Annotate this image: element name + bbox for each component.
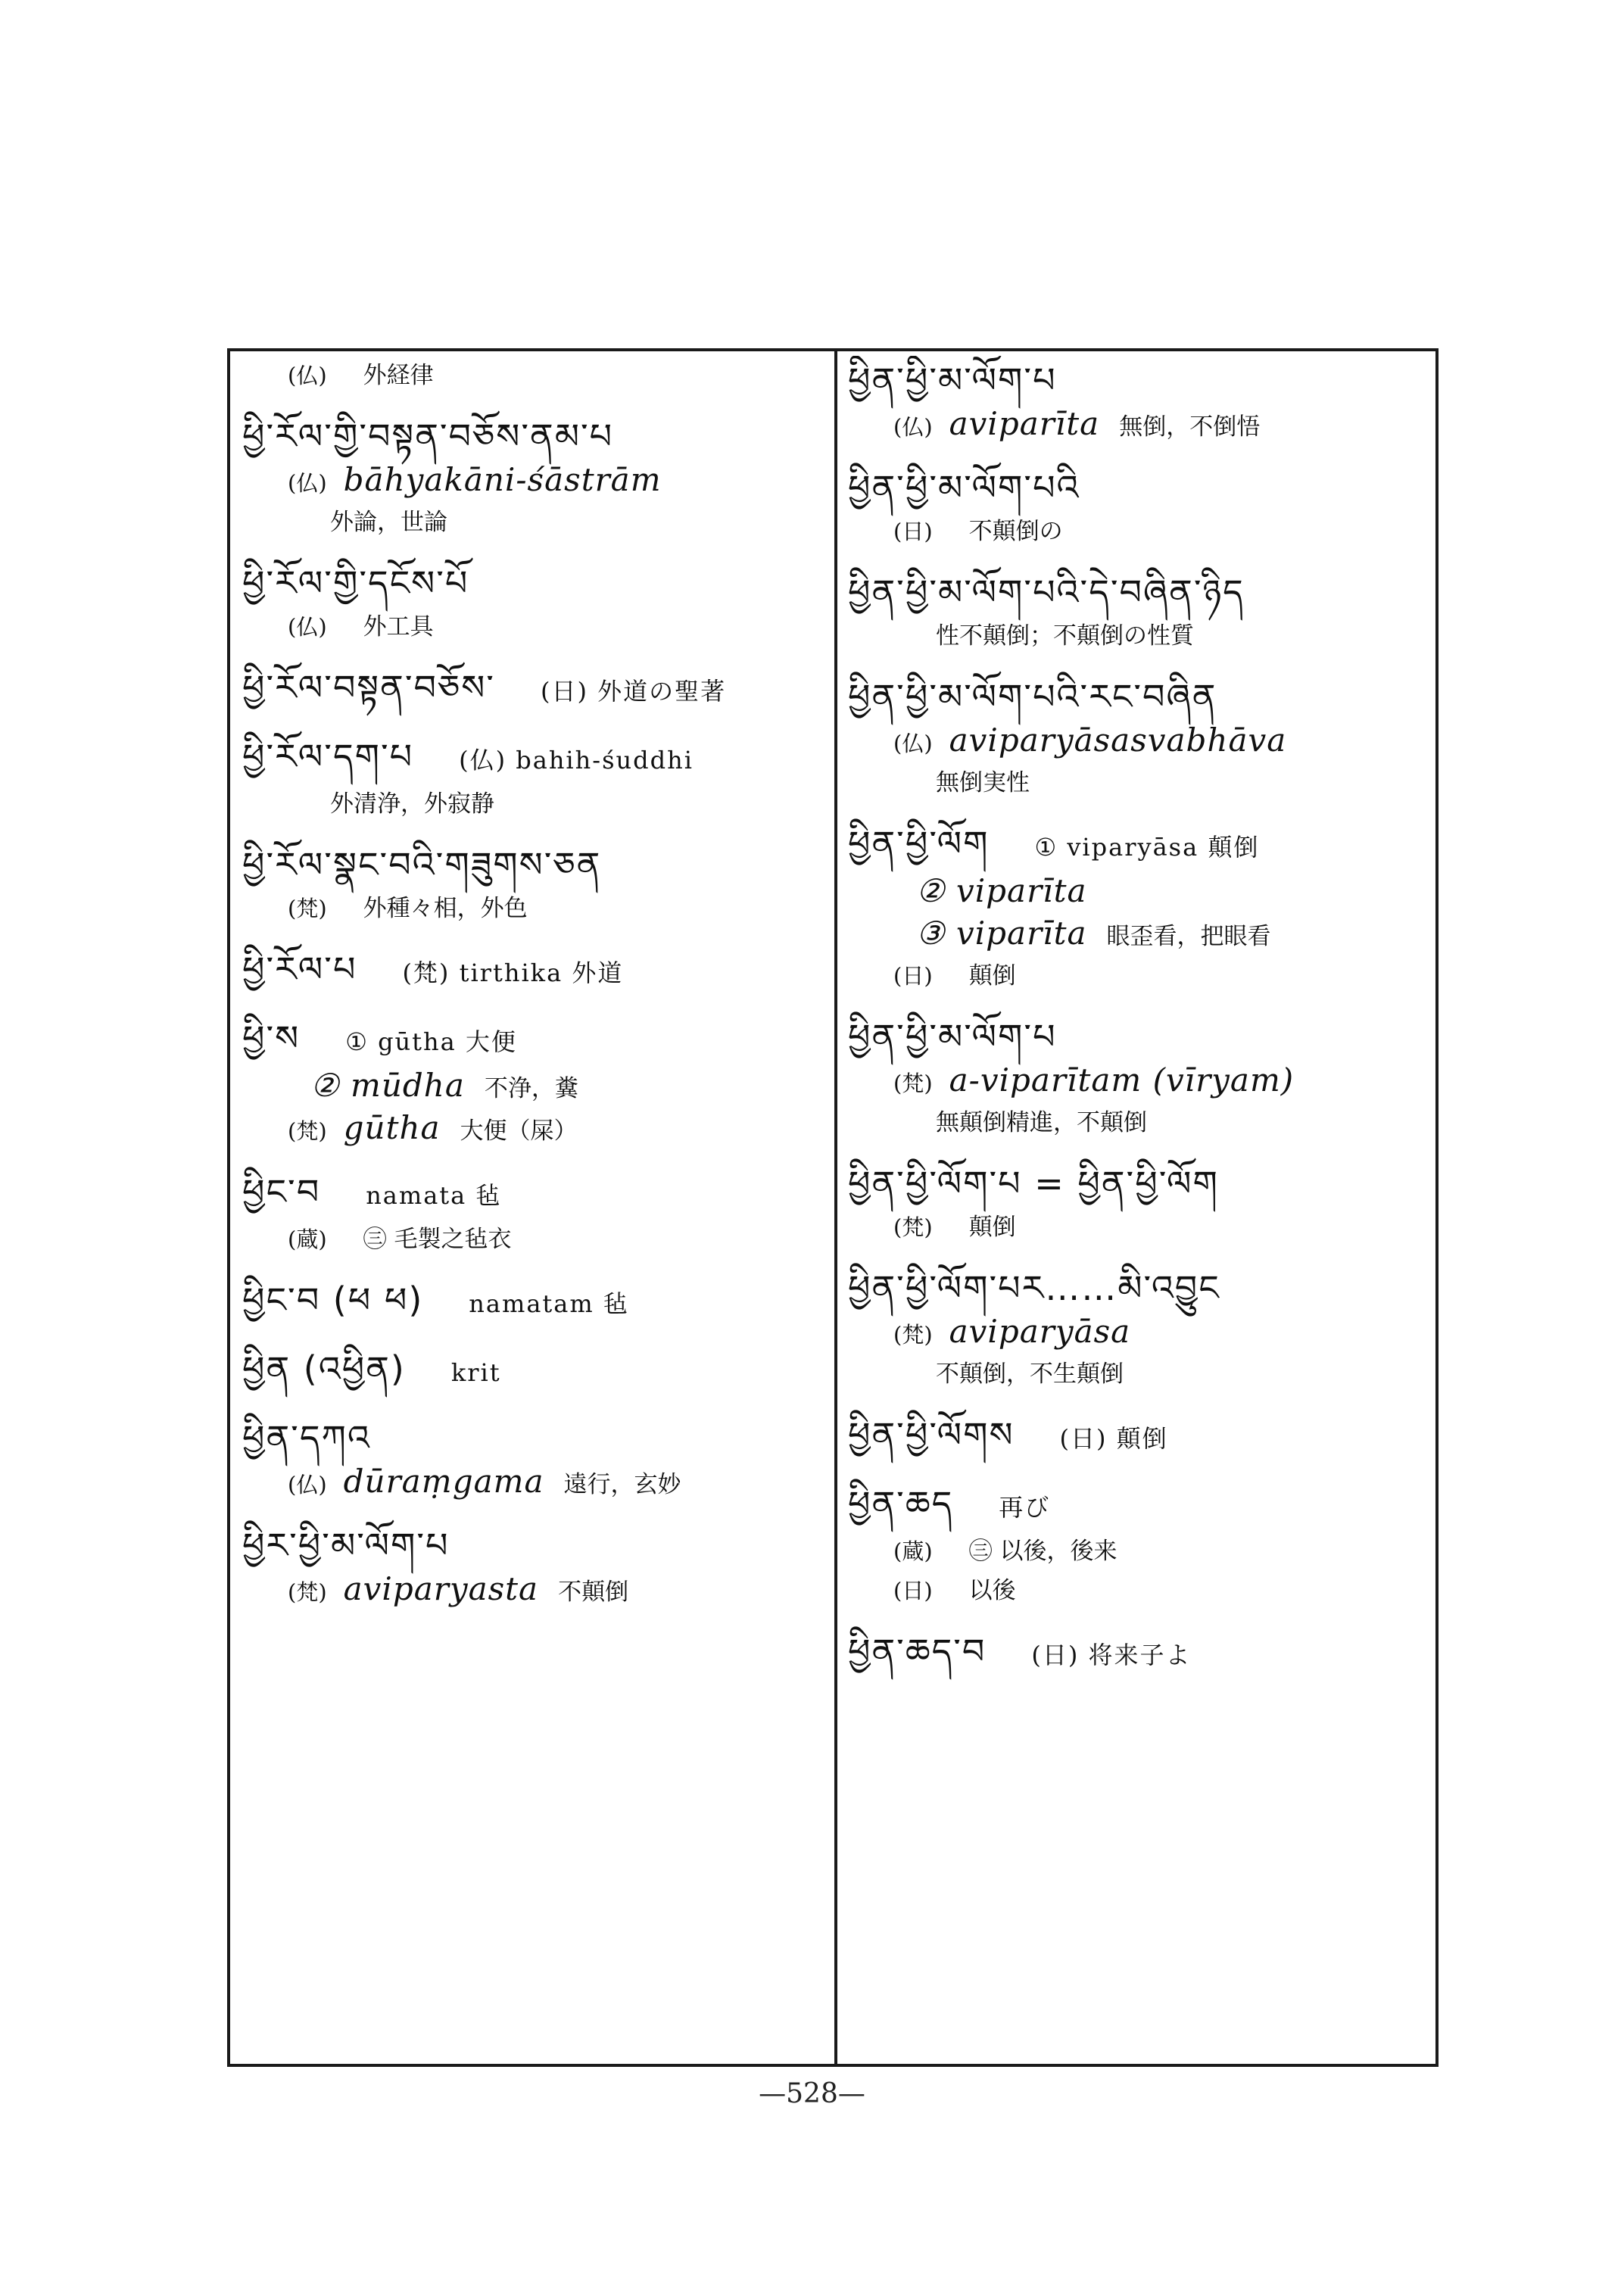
chinese-gloss: 無倒，不倒悟 xyxy=(1119,413,1261,441)
glossary-entry xyxy=(242,1276,825,1328)
glossary-entry xyxy=(242,1413,825,1504)
gloss-line xyxy=(848,1312,1431,1354)
tibetan-headword: ཕྱིན་ཕྱི་ལོག xyxy=(848,823,990,864)
tibetan-headword: ཕྱིན་དཀའ xyxy=(242,1417,371,1458)
source-tag: (日) xyxy=(893,963,933,989)
tibetan-headword: ཕྱིན་ཆད xyxy=(848,1483,954,1524)
gloss-line xyxy=(848,763,1431,803)
gloss-line xyxy=(848,404,1431,447)
sanskrit-term: aviparyāsasvabhāva xyxy=(949,722,1287,759)
entry-headword-line xyxy=(848,356,1431,404)
source-tag: (仏) xyxy=(893,414,933,440)
inline-gloss: namata 毡 xyxy=(366,1181,502,1210)
entry-headword-line xyxy=(848,819,1431,871)
sanskrit-term: ③ viparīta xyxy=(916,915,1087,952)
source-tag: (仏) xyxy=(288,363,327,388)
chinese-gloss: 無顛倒精進，不顛倒 xyxy=(936,1109,1147,1136)
entry-headword-line xyxy=(848,1627,1431,1679)
tibetan-headword: ཕྱི་རོལ་སྣང་བའི་གཟུགས་ཅན xyxy=(242,844,602,885)
tibetan-headword: ཕྱི་རོལ་དག་པ xyxy=(242,736,414,777)
gloss-line xyxy=(848,1532,1431,1571)
tibetan-headword: ཕྱིན་ཕྱི་མ་ལོག་པའི་རང་བཞིན xyxy=(848,676,1217,717)
sanskrit-term: aviparīta xyxy=(949,405,1100,442)
tibetan-headword: ཕྱིན (འཕྱིན) xyxy=(242,1348,406,1389)
tibetan-headword: ཕྱི་རོལ་གྱི་བསྟན་བཅོས་ནམ་པ xyxy=(242,416,614,457)
sanskrit-term: aviparyasta xyxy=(343,1570,539,1607)
chinese-gloss: 外論，世論 xyxy=(330,509,447,536)
glossary-entry xyxy=(242,356,825,395)
gloss-line xyxy=(848,1571,1431,1610)
entry-headword-line xyxy=(242,732,825,784)
inline-gloss: 再び xyxy=(999,1493,1051,1522)
glossary-entry xyxy=(242,945,825,997)
entry-headword-line xyxy=(848,1159,1431,1208)
source-tag: (日) xyxy=(893,1578,933,1604)
tibetan-headword: ཕྱི་རོལ་བསྟན་བཅོས་ xyxy=(242,667,495,708)
entry-headword-line xyxy=(848,568,1431,616)
source-tag: (梵) xyxy=(893,1214,933,1240)
source-tag: (梵) xyxy=(893,1071,933,1096)
gloss-line xyxy=(242,1108,825,1151)
column-divider xyxy=(834,348,837,2067)
glossary-entry xyxy=(848,568,1431,656)
sanskrit-term: bāhyakāni-śāstrām xyxy=(343,461,662,498)
inline-gloss: ① gūtha 大便 xyxy=(345,1027,517,1056)
chinese-gloss: 性不顛倒；不顛倒の性質 xyxy=(936,622,1194,650)
glossary-entry xyxy=(848,819,1431,996)
chinese-gloss: 遠行，玄妙 xyxy=(563,1471,681,1498)
glossary-entry xyxy=(848,1012,1431,1142)
inline-gloss: (日) 将来子よ xyxy=(1031,1641,1192,1669)
sanskrit-term: ② viparīta xyxy=(916,872,1087,909)
tibetan-headword: ཕྱིན་ཕྱི་ལོག་པ = ཕྱིན་ཕྱི་ལོག xyxy=(848,1163,1219,1204)
entry-headword-line xyxy=(848,672,1431,721)
chinese-gloss: 不顛倒，不生顛倒 xyxy=(936,1361,1124,1388)
entry-headword-line xyxy=(848,1264,1431,1312)
entry-headword-line xyxy=(848,1012,1431,1061)
chinese-gloss: 外経律 xyxy=(363,362,434,389)
glossary-entry xyxy=(242,412,825,542)
tibetan-headword: ཕྱིན་ཆད་བ xyxy=(848,1631,987,1672)
tibetan-headword: ཕྱིན་ཕྱི་མ་ལོག་པའི་དེ་བཞིན་ཉིད xyxy=(848,572,1245,612)
glossary-entry xyxy=(848,463,1431,551)
chinese-gloss: 以後 xyxy=(968,1577,1016,1604)
gloss-line xyxy=(848,512,1431,551)
tibetan-headword: ཕྱིན་ཕྱི་ལོགས xyxy=(848,1414,1015,1455)
gloss-line xyxy=(848,914,1431,956)
entry-headword-line xyxy=(242,1413,825,1462)
glossary-entry xyxy=(848,1627,1431,1679)
glossary-entry xyxy=(242,840,825,928)
sanskrit-term: a-viparītam (vīryam) xyxy=(949,1061,1295,1099)
chinese-gloss: 不顛倒 xyxy=(558,1579,629,1606)
tibetan-headword: ཕྱི་ས xyxy=(242,1018,301,1058)
chinese-gloss: 不顛倒の xyxy=(968,518,1063,545)
gloss-line xyxy=(242,356,825,395)
entry-headword-line xyxy=(242,945,825,997)
entry-headword-line xyxy=(242,1167,825,1220)
tibetan-headword: ཕྱིན་ཕྱི་ལོག་པར……མི་འབྱུང xyxy=(848,1267,1220,1308)
chinese-gloss: 外清浄，外寂静 xyxy=(330,790,494,818)
entry-headword-line xyxy=(242,663,825,715)
source-tag: (仏) xyxy=(288,614,327,640)
gloss-line xyxy=(242,889,825,928)
source-tag: (梵) xyxy=(288,1118,327,1144)
gloss-line xyxy=(848,956,1431,996)
tibetan-headword: ཕྱིན་ཕྱི་མ་ལོག་པ xyxy=(848,360,1057,401)
glossary-entry xyxy=(242,732,825,824)
tibetan-headword: ཕྱིན་ཕྱི་མ་ལོག་པ xyxy=(848,1016,1057,1057)
gloss-line xyxy=(848,616,1431,656)
entry-headword-line xyxy=(848,463,1431,512)
entry-headword-line xyxy=(242,412,825,460)
chinese-gloss: ㊂ 毛製之毡衣 xyxy=(363,1226,512,1253)
inline-gloss: (仏) bahih-śuddhi xyxy=(459,746,694,775)
sanskrit-term: aviparyāsa xyxy=(949,1313,1131,1350)
gloss-line xyxy=(848,721,1431,763)
gloss-line xyxy=(242,503,825,542)
source-tag: (梵) xyxy=(288,896,327,921)
source-tag: (仏) xyxy=(288,1472,327,1498)
tibetan-headword: ཕྱིར་ཕྱི་མ་ལོག་པ xyxy=(242,1525,450,1566)
source-tag: (梵) xyxy=(893,1322,933,1348)
glossary-entry xyxy=(242,1014,825,1151)
entry-headword-line xyxy=(848,1479,1431,1532)
glossary-entry xyxy=(848,356,1431,447)
source-tag: (仏) xyxy=(288,470,327,496)
inline-gloss: namatam 毡 xyxy=(469,1289,629,1318)
glossary-entry xyxy=(848,1479,1431,1610)
gloss-line xyxy=(242,1569,825,1612)
entry-headword-line xyxy=(848,1410,1431,1463)
tibetan-headword: ཕྱི་རོལ་པ xyxy=(242,949,357,990)
glossary-entry xyxy=(242,1345,825,1397)
sanskrit-term: gūtha xyxy=(343,1109,441,1146)
glossary-entry xyxy=(242,1167,825,1259)
gloss-line xyxy=(242,1066,825,1108)
glossary-entry xyxy=(242,1521,825,1612)
glossary-entry xyxy=(242,559,825,647)
sanskrit-term: ② mūdha xyxy=(310,1067,465,1104)
tibetan-headword: ཕྱིང་བ xyxy=(242,1171,321,1212)
right-column xyxy=(848,356,1431,2059)
glossary-entry xyxy=(242,663,825,715)
entry-headword-line xyxy=(242,1345,825,1397)
glossary-entry xyxy=(848,1159,1431,1247)
inline-gloss: (日) 顛倒 xyxy=(1059,1424,1168,1453)
glossary-entry xyxy=(848,672,1431,803)
inline-gloss: (日) 外道の聖著 xyxy=(540,677,727,706)
source-tag: (蔵) xyxy=(288,1226,327,1252)
entry-headword-line xyxy=(242,1521,825,1569)
tibetan-headword: ཕྱིང་བ (ཕ ཕ) xyxy=(242,1279,424,1320)
sanskrit-term: dūraṃgama xyxy=(343,1463,544,1500)
chinese-gloss: 眼歪看，把眼看 xyxy=(1106,923,1271,950)
source-tag: (蔵) xyxy=(893,1538,933,1564)
gloss-line xyxy=(242,607,825,647)
gloss-line xyxy=(848,1208,1431,1247)
source-tag: (仏) xyxy=(893,731,933,756)
gloss-line xyxy=(848,1354,1431,1394)
chinese-gloss: ㊂ 以後，後来 xyxy=(968,1538,1117,1565)
gloss-line xyxy=(848,871,1431,914)
left-column xyxy=(242,356,825,2059)
gloss-line xyxy=(242,1462,825,1504)
chinese-gloss: 外種々相，外色 xyxy=(363,895,528,922)
entry-headword-line xyxy=(242,559,825,607)
glossary-entry xyxy=(848,1264,1431,1394)
source-tag: (日) xyxy=(893,519,933,544)
gloss-line xyxy=(848,1061,1431,1103)
chinese-gloss: 外工具 xyxy=(363,613,434,641)
entry-headword-line xyxy=(242,840,825,889)
page-number: —528— xyxy=(759,2078,865,2109)
entry-headword-line xyxy=(242,1276,825,1328)
chinese-gloss: 不浄，糞 xyxy=(484,1075,578,1102)
entry-headword-line xyxy=(242,1014,825,1066)
chinese-gloss: 顛倒 xyxy=(968,1214,1016,1241)
tibetan-headword: ཕྱིན་ཕྱི་མ་ལོག་པའི xyxy=(848,467,1080,508)
tibetan-headword: ཕྱི་རོལ་གྱི་དངོས་པོ xyxy=(242,563,469,603)
glossary-entry xyxy=(848,1410,1431,1463)
inline-gloss: ① viparyāsa 顛倒 xyxy=(1034,833,1260,862)
inline-gloss: krit xyxy=(450,1358,501,1387)
gloss-line xyxy=(242,784,825,824)
source-tag: (梵) xyxy=(288,1579,327,1605)
chinese-gloss: 大便（屎） xyxy=(460,1117,578,1145)
inline-gloss: (梵) tirthika 外道 xyxy=(402,958,624,987)
gloss-line xyxy=(242,1220,825,1259)
chinese-gloss: 無倒実性 xyxy=(936,769,1030,796)
chinese-gloss: 顛倒 xyxy=(968,962,1016,990)
gloss-line xyxy=(848,1103,1431,1142)
gloss-line xyxy=(242,460,825,503)
